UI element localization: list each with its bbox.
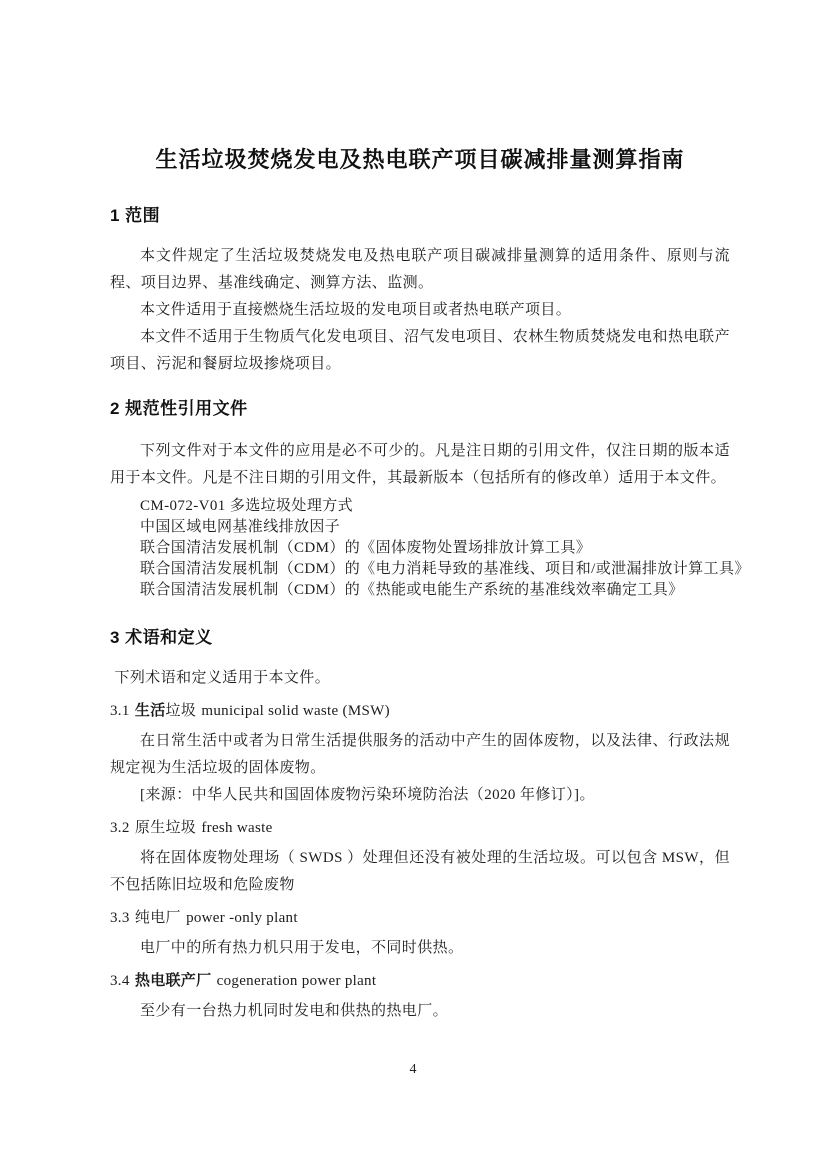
section-references-heading: 2 规范性引用文件 <box>110 399 248 418</box>
term-en: fresh waste <box>201 820 273 836</box>
term-number: 3.3 <box>110 910 130 926</box>
term-3-3 <box>110 907 730 962</box>
term-definition: 电厂中的所有热力机只用于发电，不同时供热。 <box>140 940 464 956</box>
term-heading <box>110 817 730 839</box>
reference-list <box>110 496 750 601</box>
reference-item: 联合国清洁发展机制（CDM）的《热能或电能生产系统的基准线效率确定工具》 <box>140 582 684 598</box>
reference-item: 联合国清洁发展机制（CDM）的《电力消耗导致的基准线、项目和/或泄漏排放计算工具》 <box>140 561 750 577</box>
scope-paragraph-3: 本文件不适用于生物质气化发电项目、沼气发电项目、农林生物质焚烧发电和热电联产项目、污泥和餐厨垃圾掺烧项目。 <box>110 329 730 372</box>
scope-paragraph-2: 本文件适用于直接燃烧生活垃圾的发电项目或者热电联产项目。 <box>140 302 572 318</box>
term-3-2 <box>110 817 730 899</box>
term-definition: 将在固体废物处理场（ SWDS ）处理但还没有被处理的生活垃圾。可以包含 MSW，但不包括陈旧垃圾和危险废物 <box>110 850 730 893</box>
term-en: cogeneration power plant <box>216 973 377 989</box>
term-heading <box>110 970 730 992</box>
section-scope-heading: 1 范围 <box>110 206 161 225</box>
term-en: municipal solid waste (MSW) <box>201 703 390 719</box>
references-intro: 下列文件对于本文件的应用是必不可少的。凡是注日期的引用文件，仅注日期的版本适用于本文件。凡是不注日期的引用文件，其最新版本（包括所有的修改单）适用于本文件。 <box>110 443 730 486</box>
term-definition: 在日常生活中或者为日常生活提供服务的活动中产生的固体废物，以及法律、行政法规规定视为生活垃圾的固体废物。 <box>110 733 730 776</box>
section-terms-heading: 3 术语和定义 <box>110 628 213 647</box>
term-zh-bold: 生活 <box>134 702 166 719</box>
term-3-1 <box>110 700 730 809</box>
document-title: 生活垃圾焚烧发电及热电联产项目碳减排量测算指南 <box>155 147 685 172</box>
reference-item: 中国区域电网基准线排放因子 <box>140 519 341 535</box>
term-zh-bold: 热电联产厂 <box>134 972 212 989</box>
term-definition: 至少有一台热力机同时发电和供热的热电厂。 <box>140 1003 449 1019</box>
term-number: 3.4 <box>110 973 130 989</box>
term-3-4 <box>110 970 730 1025</box>
term-number: 3.1 <box>110 703 130 719</box>
term-zh: 纯电厂 <box>134 910 181 926</box>
term-zh: 原生垃圾 <box>134 820 197 836</box>
term-heading <box>110 907 730 929</box>
term-source: [来源：中华人民共和国固体废物污染环境防治法（2020 年修订）]。 <box>140 787 595 803</box>
reference-item: CM-072-V01 多选垃圾处理方式 <box>140 498 354 514</box>
term-number: 3.2 <box>110 820 130 836</box>
scope-paragraph-1: 本文件规定了生活垃圾焚烧发电及热电联产项目碳减排量测算的适用条件、原则与流程、项目边界、基准线确定、测算方法、监测。 <box>110 248 730 291</box>
term-en: power -only plant <box>186 910 298 926</box>
term-heading <box>110 700 730 722</box>
terms-intro: 下列术语和定义适用于本文件。 <box>114 670 331 686</box>
reference-item: 联合国清洁发展机制（CDM）的《固体废物处置场排放计算工具》 <box>140 540 592 556</box>
page-number: 4 <box>409 1062 417 1077</box>
term-zh: 垃圾 <box>165 703 197 719</box>
